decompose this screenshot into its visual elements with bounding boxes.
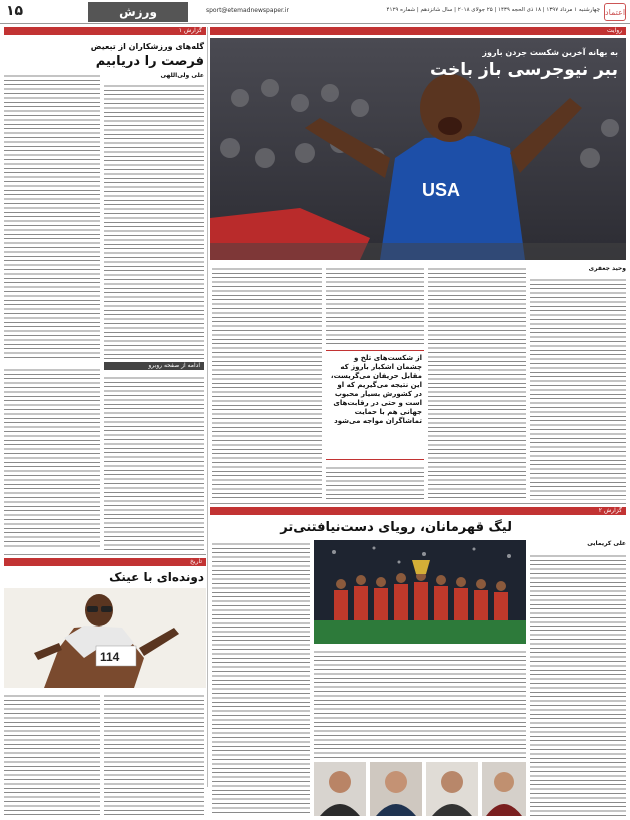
wrestling-author: وحید جعفری — [588, 265, 626, 272]
football-body-3 — [212, 540, 310, 816]
history-body-text-2 — [104, 692, 204, 816]
wrestling-body-1 — [530, 276, 626, 500]
divider — [4, 554, 206, 555]
continuation-text — [104, 374, 204, 550]
section-name: ورزش — [88, 2, 188, 22]
column-body-text-2 — [104, 82, 204, 360]
portrait-photo-1 — [314, 762, 366, 816]
section-bar-report-2: گزارش ۲ — [210, 507, 626, 515]
football-body-2 — [314, 648, 526, 758]
football-headline: لیگ قهرمانان، رویای دست‌نیافتنی‌تر — [280, 520, 512, 535]
section-bar-report-1: گزارش ۱ — [4, 27, 206, 35]
wrestling-pull-quote: از شکست‌های تلخ و چشمان اشکبار باروز که مقابل حریفان می‌گریست، این نتیجه می‌گیریم که او در کشورش بسیار محبوب است و حتی در رقابت‌های جهانی هم با حمایت تماشاگران مواجه می‌شود — [326, 350, 424, 460]
bib-number: 114 — [100, 650, 120, 664]
wrestling-body-4 — [326, 464, 424, 500]
football-author: علی کریمایی — [587, 540, 626, 547]
jersey-text: USA — [422, 180, 461, 200]
football-body-1 — [530, 552, 626, 816]
portrait-photo-4 — [482, 762, 526, 816]
section-bar-narrative: روایت — [210, 27, 626, 35]
column-body-text-3 — [4, 366, 100, 550]
divider — [210, 503, 626, 504]
wrestling-kicker: به بهانه آخرین شکست جردن باروز — [482, 48, 618, 57]
column-divider — [207, 27, 208, 787]
column-headline: فرصت را دریابیم — [95, 54, 204, 69]
section-email: sport@etemadnewspaper.ir — [206, 7, 289, 14]
column-kicker: گله‌های ورزشکاران از تبعیض — [90, 42, 204, 51]
history-body-text — [4, 692, 100, 816]
team-celebration-photo — [314, 540, 526, 644]
portrait-photo-2 — [370, 762, 422, 816]
page-number: ۱۵ — [6, 3, 24, 19]
page-header — [0, 0, 630, 24]
column-body-text — [4, 72, 100, 360]
newspaper-logo: اعتماد — [604, 3, 626, 21]
portrait-photo-3 — [426, 762, 478, 816]
history-headline: دونده‌ای با عینک — [109, 570, 204, 584]
dateline: چهارشنبه ۱ مرداد ۱۳۹۷ | ۱۸ ذی الحجه ۱۴۳۹ | ۲۵ جولای ۲۰۱۸ | سال شانزدهم | شماره ۴۱۲۹ — [386, 7, 600, 13]
wrestling-body-2 — [428, 265, 526, 500]
wrestling-body-3 — [326, 265, 424, 345]
wrestler-photo — [210, 38, 626, 260]
section-bar-history: تاریخ — [4, 558, 206, 566]
runner-photo — [4, 588, 206, 688]
wrestling-body-5 — [212, 265, 322, 500]
continuation-bar: ادامه از صفحه روبرو — [104, 362, 204, 370]
wrestling-headline: ببر نیوجرسی باز باخت — [430, 60, 618, 80]
column-author: علی ولی‌اللهی — [160, 72, 204, 79]
